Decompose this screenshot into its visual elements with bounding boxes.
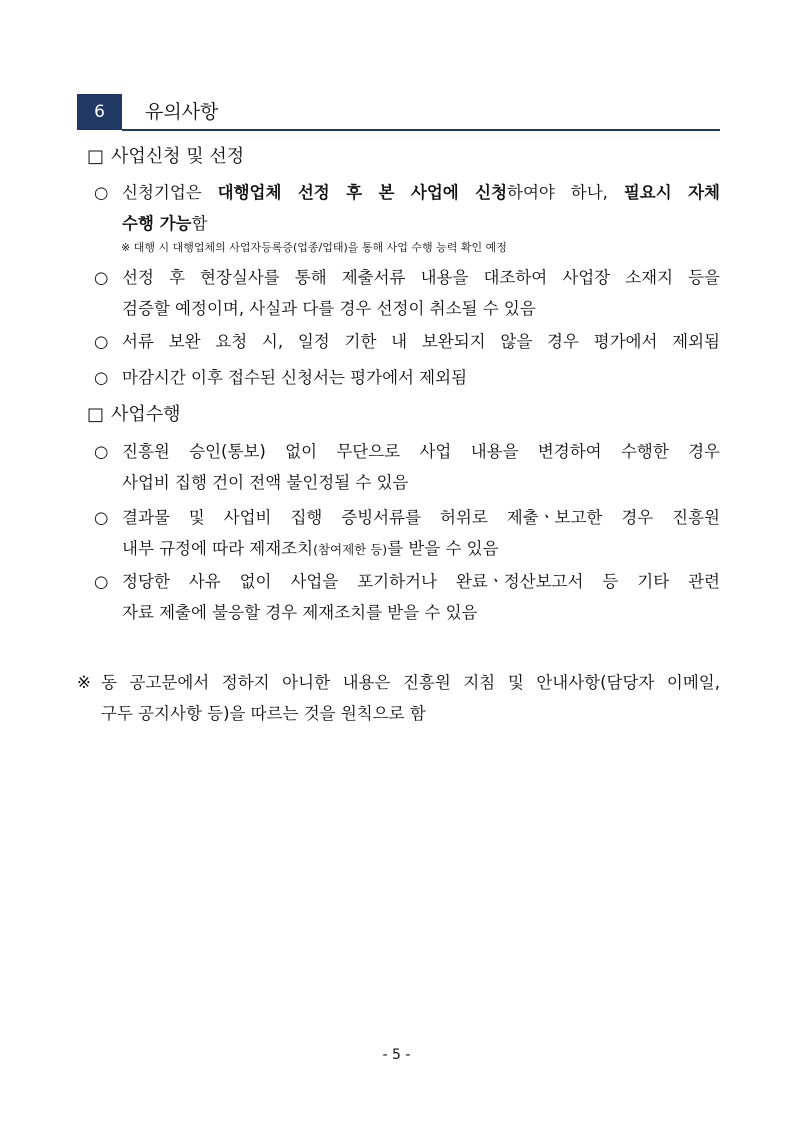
section-underline xyxy=(122,129,720,131)
item-line: 자료 제출에 불응할 경우 제재조치를 받을 수 있음 xyxy=(122,603,478,622)
bold-text-run: 대행업체 선정 후 본 사업에 신청 xyxy=(217,183,508,202)
checkbox-square-icon: □ xyxy=(87,146,105,167)
footnote-line: 동 공고문에서 정하지 아니한 내용은 진흥원 지침 및 안내사항(담당자 이메일, xyxy=(101,673,720,692)
item-line: 결과물 및 사업비 집행 증빙서류를 허위로 제출ㆍ보고한 경우 진흥원 xyxy=(122,508,720,527)
subsection-title: 사업신청 및 선정 xyxy=(111,146,245,167)
item-line: 마감시간 이후 접수된 신청서는 평가에서 제외됨 xyxy=(122,368,468,387)
text-run: 를 받을 수 있음 xyxy=(387,539,499,558)
section-header xyxy=(77,94,720,131)
circle-bullet-icon: ○ xyxy=(94,268,109,287)
text-run: 함 xyxy=(191,214,208,233)
section-number-badge: 6 xyxy=(77,94,122,130)
item-line: 정당한 사유 없이 사업을 포기하거나 완료ㆍ정산보고서 등 기타 관련 xyxy=(122,572,720,591)
circle-bullet-icon: ○ xyxy=(94,332,109,351)
bold-text-run: 필요시 자체 xyxy=(623,183,720,202)
circle-bullet-icon: ○ xyxy=(94,442,109,461)
reference-mark-icon: ※ xyxy=(77,673,91,692)
text-run: 하여야 하나, xyxy=(507,183,624,202)
item-line xyxy=(122,208,720,239)
text-run: 내부 규정에 따라 제재조치 xyxy=(122,539,314,558)
footnote-line: 구두 공지사항 등)을 따르는 것을 원칙으로 함 xyxy=(101,704,426,723)
item-line: 사업비 집행 건이 전액 불인정될 수 있음 xyxy=(122,473,409,492)
subsection-heading-application xyxy=(87,145,244,169)
circle-bullet-icon: ○ xyxy=(94,508,109,527)
subsection-heading-execution xyxy=(87,403,181,427)
text-run: 신청기업은 xyxy=(122,183,218,202)
item-line: 선정 후 현장실사를 통해 제출서류 내용을 대조하여 사업장 소재지 등을 xyxy=(122,268,720,287)
item-line: 서류 보완 요청 시, 일정 기한 내 보완되지 않을 경우 평가에서 제외됨 xyxy=(122,332,720,351)
section-title: 유의사항 xyxy=(145,101,219,123)
circle-bullet-icon: ○ xyxy=(94,183,109,202)
bold-text-run: 수행 가능 xyxy=(122,214,192,233)
item-line xyxy=(122,533,720,565)
circle-bullet-icon: ○ xyxy=(94,368,109,387)
checkbox-square-icon: □ xyxy=(87,404,105,425)
item-line: 진흥원 승인(통보) 없이 무단으로 사업 내용을 변경하여 수행한 경우 xyxy=(122,442,720,461)
item-line xyxy=(122,177,720,208)
small-text-run: (참여제한 등) xyxy=(313,542,388,557)
circle-bullet-icon: ○ xyxy=(94,572,109,591)
item-line: 검증할 예정이며, 사실과 다를 경우 선정이 취소될 수 있음 xyxy=(122,299,536,318)
agency-note: ※ 대행 시 대행업체의 사업자등록증(업종/업태)을 통해 사업 수행 능력 확인 예정 xyxy=(121,241,507,254)
page-number: - 5 - xyxy=(382,1047,411,1063)
subsection-title: 사업수행 xyxy=(111,404,181,425)
